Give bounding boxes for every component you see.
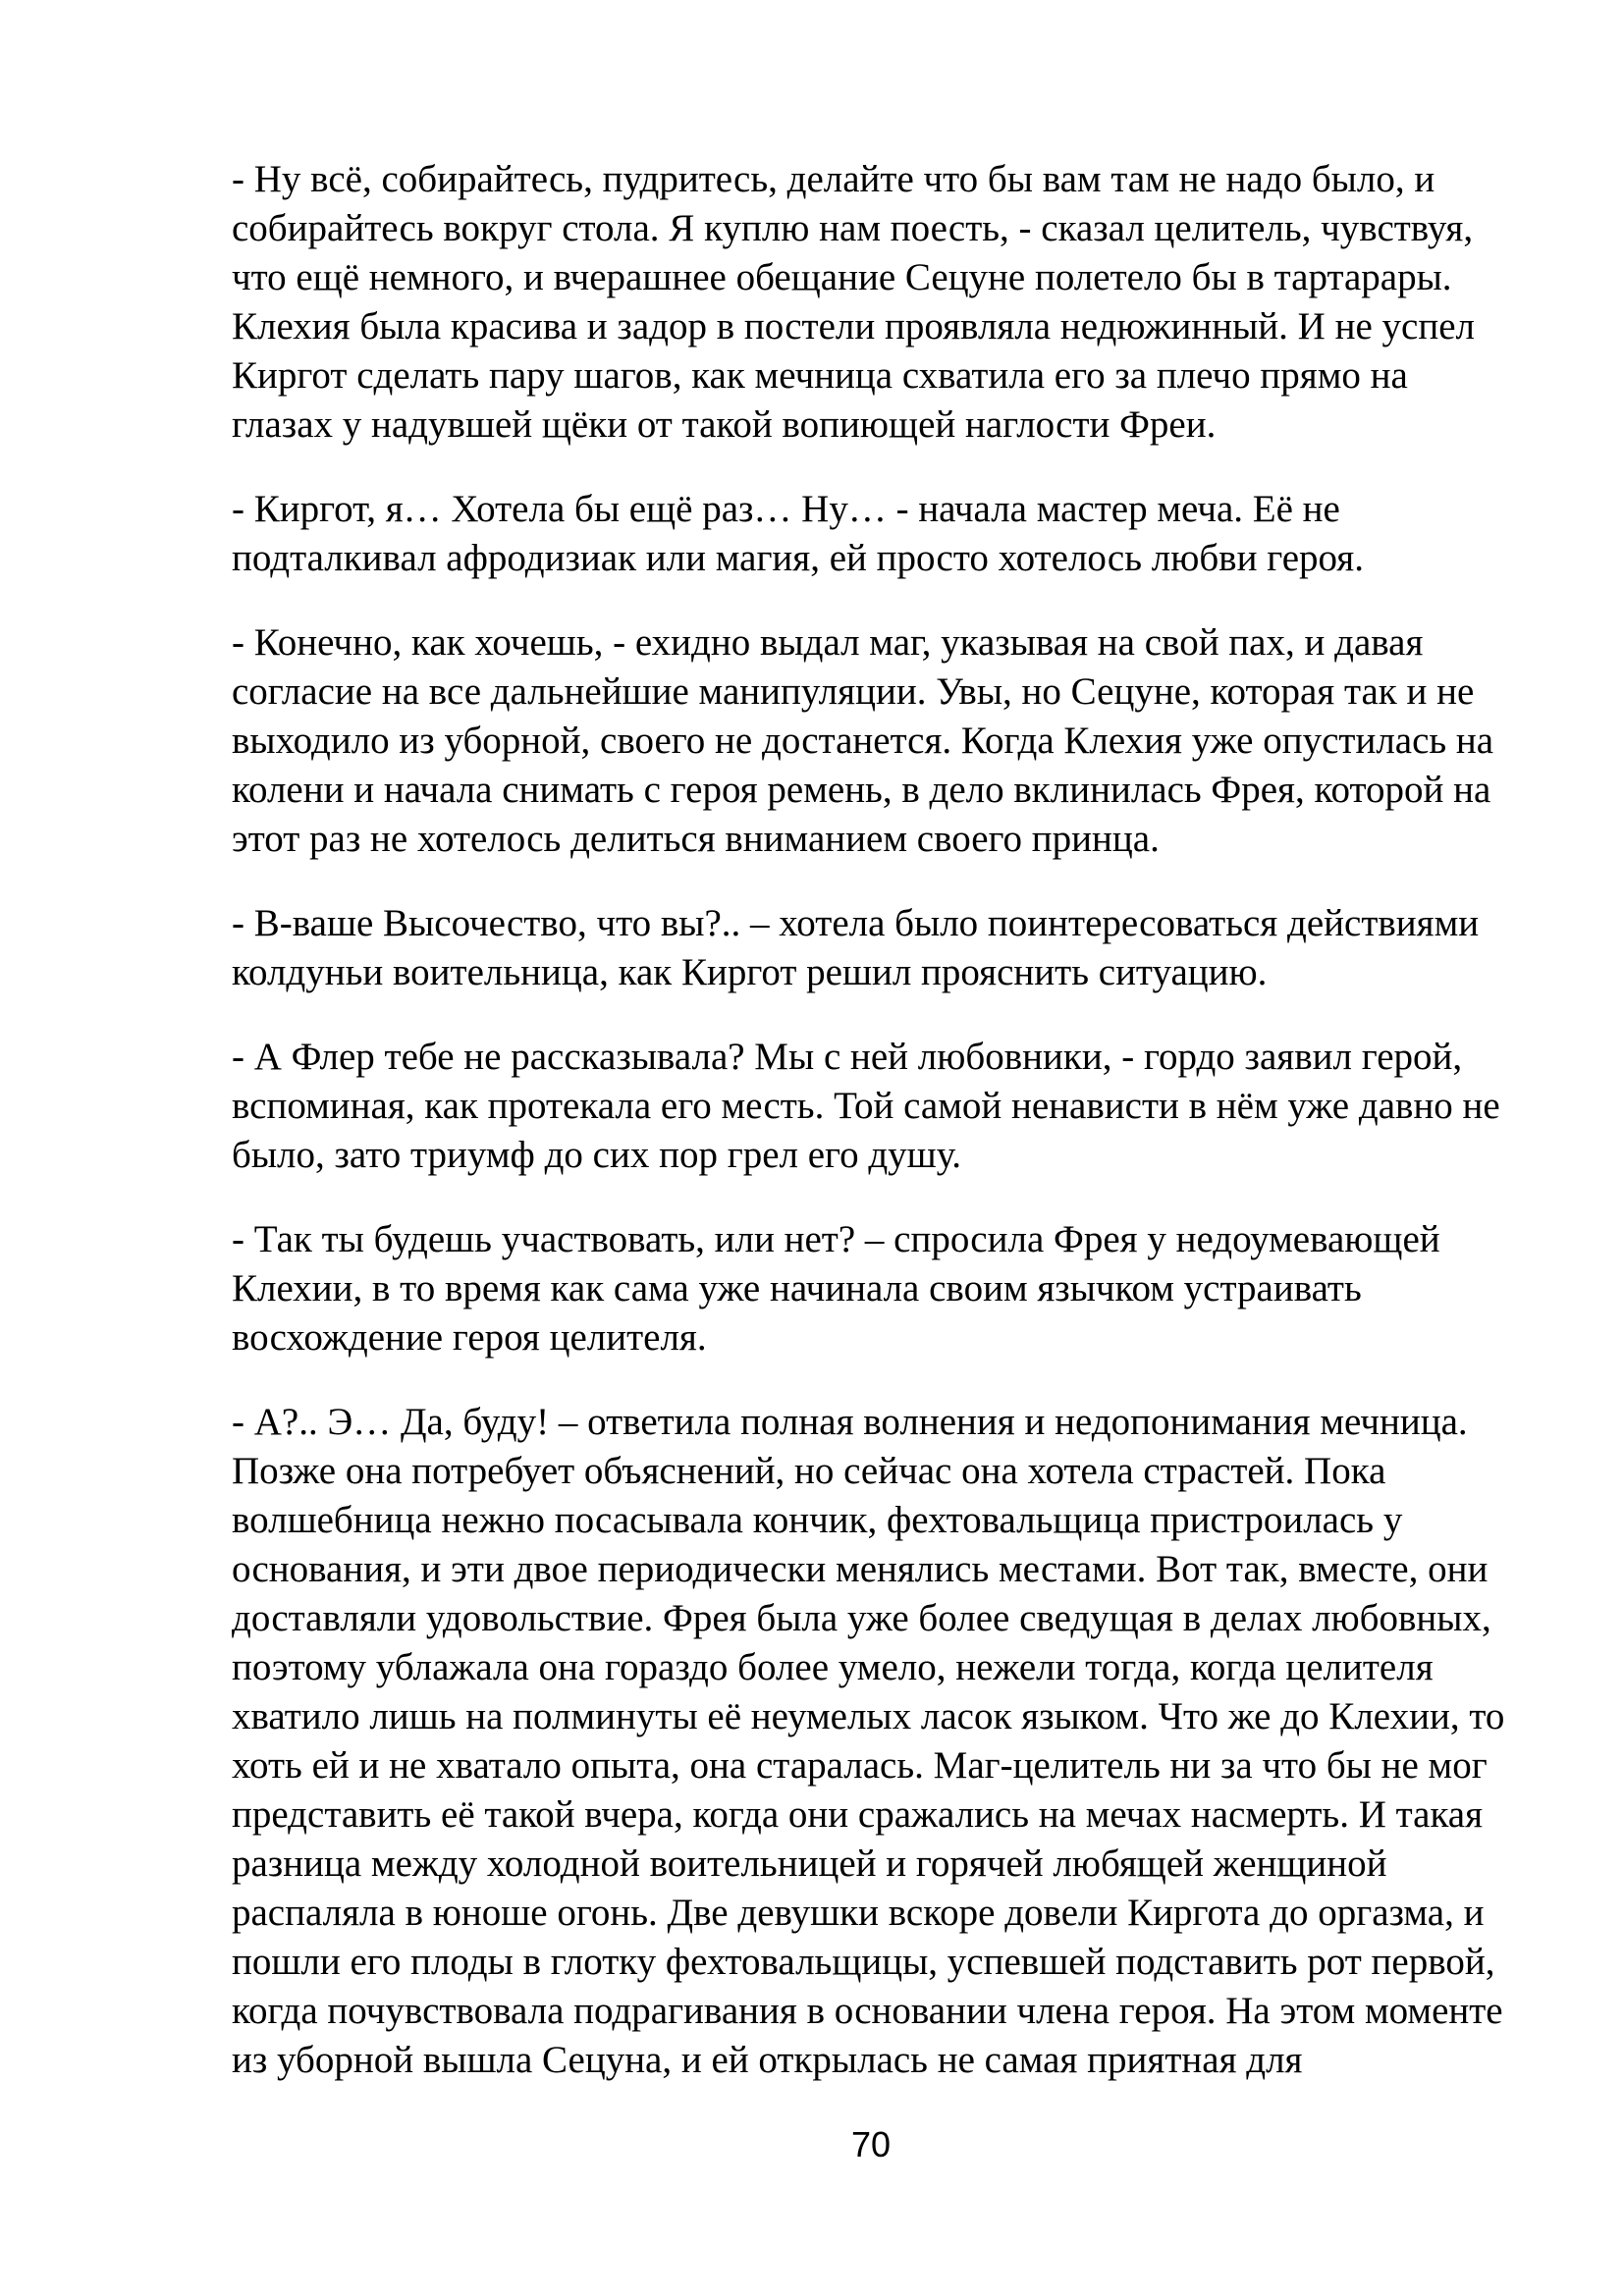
paragraph: - Так ты будешь участвовать, или нет? – спросила Фрея у недоумевающей Клехии, в то время как сама уже начинала своим язычком устраивать восхождение героя целителя. xyxy=(232,1218,1440,1359)
paragraph: - Ну всё, собирайтесь, пудритесь, делайте что бы вам там не надо было, и собирайтесь вокруг стола. Я куплю нам поесть, - сказал целитель, чувствуя, что ещё немного, и вчерашнее обещание Сецуне полетело бы в тартарары. Клехия была красива и задор в постели проявляла недюжинный. И не успел Киргот сделать пару шагов, как мечница схватила его за плечо прямо на глазах у надувшей щёки от такой вопиющей наглости Фреи. xyxy=(232,158,1475,446)
page-number: 70 xyxy=(850,2124,892,2164)
document-text xyxy=(232,155,1510,2085)
paragraph: - Конечно, как хочешь, - ехидно выдал маг, указывая на свой пах, и давая согласие на все дальнейшие манипуляции. Увы, но Сецуне, которая так и не выходило из уборной, своего не достанется. Когда Клехия уже опустилась на колени и начала снимать с героя ремень, в дело вклинилась Фрея, которой на этот раз не хотелось делиться вниманием своего принца. xyxy=(232,621,1494,860)
paragraph: - А Флер тебе не рассказывала? Мы с ней любовники, - гордо заявил герой, вспоминая, как протекала его месть. Той самой ненависти в нём уже давно не было, зато триумф до сих пор грел его душу. xyxy=(232,1036,1500,1176)
paragraph: - А?.. Э… Да, буду! – ответила полная волнения и недопонимания мечница. Позже она потребует объяснений, но сейчас она хотела страстей. Пока волшебница нежно посасывала кончик, фехтовальщица пристроилась у основания, и эти двое периодически менялись местами. Вот так, вместе, они доставляли удовольствие. Фрея была уже более сведущая в делах любовных, поэтому ублажала она гораздо более умело, нежели тогда, когда целителя хватило лишь на полминуты её неумелых ласок языком. Что же до Клехии, то хоть ей и не хватало опыта, она старалась. Маг-целитель ни за что бы не мог представить её такой вчера, когда они сражались на мечах насмерть. И такая разница между холодной воительницей и горячей любящей женщиной распаляла в юноше огонь. Две девушки вскоре довели Киргота до оргазма, и пошли его плоды в глотку фехтовальщицы, успевшей подставить рот первой, когда почувствовала подрагивания в основании члена героя. На этом моменте из уборной вышла Сецуна, и ей открылась не самая приятная для xyxy=(232,1401,1505,2081)
paragraph: - Киргот, я… Хотела бы ещё раз… Ну… - начала мастер меча. Её не подталкивал афродизиак или магия, ей просто хотелось любви героя. xyxy=(232,488,1364,579)
paragraph: - В-ваше Высочество, что вы?.. – хотела было поинтересоваться действиями колдуньи воительница, как Киргот решил прояснить ситуацию. xyxy=(232,902,1480,993)
